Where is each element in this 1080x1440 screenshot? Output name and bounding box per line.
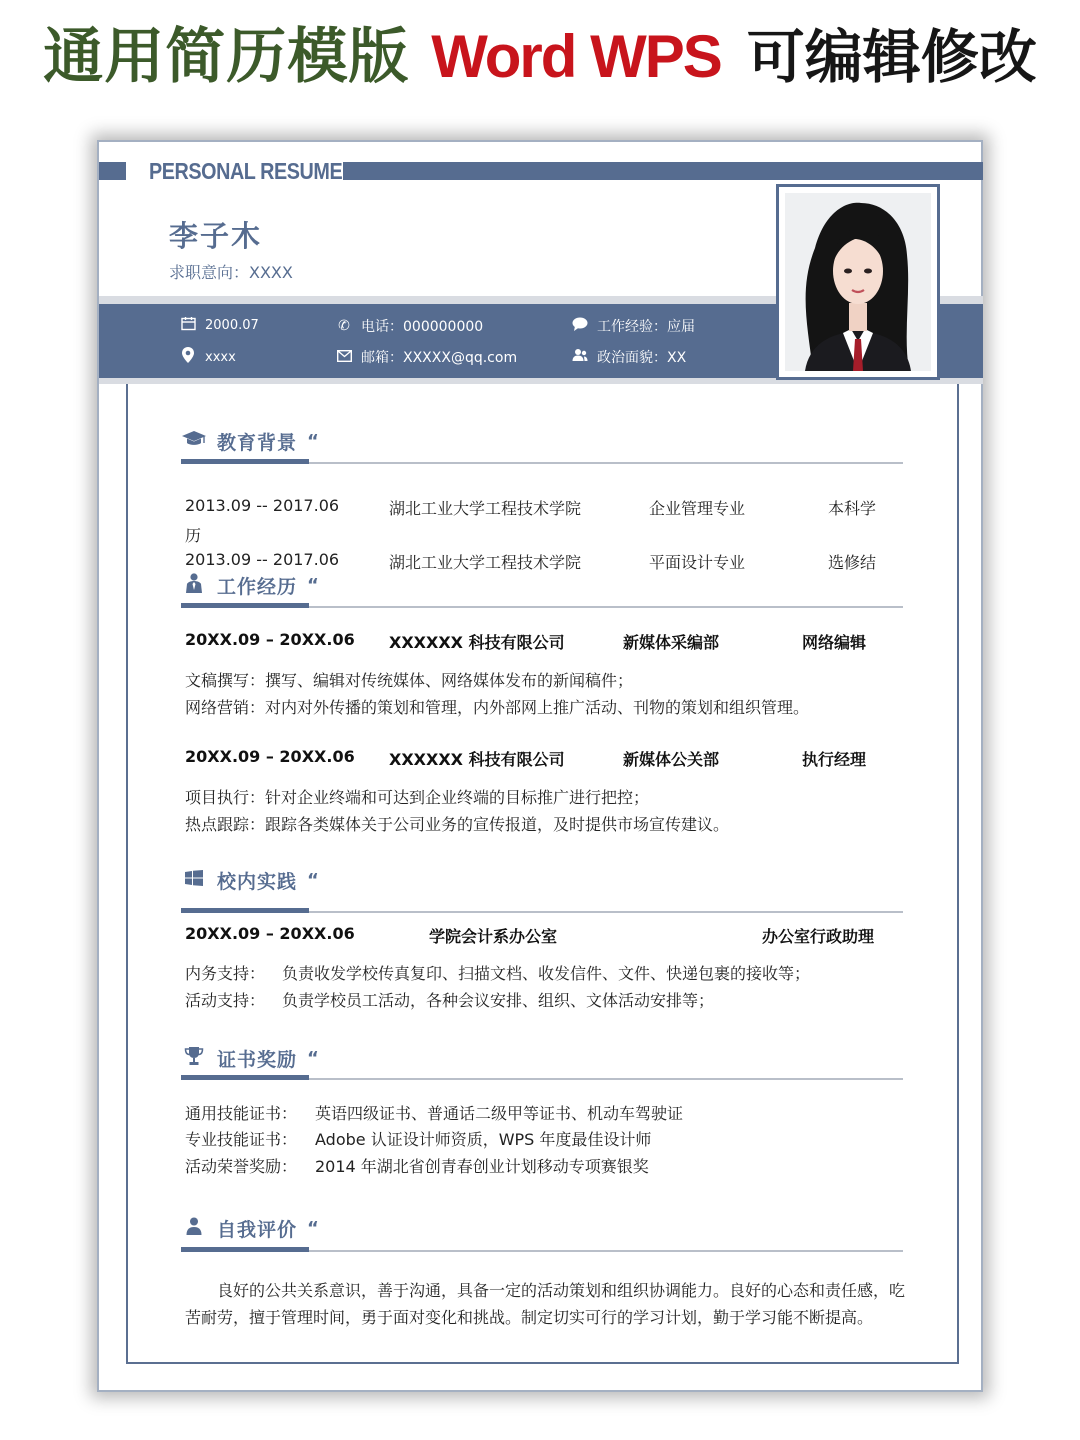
self-header <box>181 1215 319 1242</box>
email: 邮箱：XXXXX@qq.com <box>361 350 518 366</box>
candidate-name: 李子木 <box>169 219 263 253</box>
experience-info <box>571 316 695 336</box>
work-title: 工作经历 <box>217 576 298 598</box>
work-header <box>181 572 319 599</box>
campus-item-text: 负责收发学校传真复印、扫描文档、收发信件、文件、快递包裹的接收等； <box>282 964 811 983</box>
person-icon <box>181 1217 207 1240</box>
education-divider <box>181 462 903 464</box>
work-duty: 热点跟踪：跟踪各类媒体关于公司业务的宣传报道，及时提供市场宣传建议。 <box>185 815 730 834</box>
windows-grid-icon <box>181 870 207 891</box>
banner-format: Word WPS <box>431 22 721 90</box>
award-label: 活动荣誉奖励： <box>185 1157 298 1176</box>
awards-quote: “ <box>307 1048 319 1069</box>
calendar-icon <box>179 316 197 335</box>
promo-banner <box>0 14 1080 98</box>
education-title: 教育背景 <box>217 432 298 454</box>
edu-school: 湖北工业大学工程技术学院 <box>389 553 582 572</box>
edu-degree-wrap: 历 <box>185 526 202 545</box>
campus-header <box>181 867 319 894</box>
location-info <box>179 347 236 367</box>
birth-date: 2000.07 <box>205 318 259 333</box>
campus-role: 办公室行政助理 <box>762 927 875 946</box>
email-info <box>335 347 517 367</box>
awards-title: 证书奖励 <box>217 1049 298 1071</box>
edu-degree: 选修结 <box>828 553 877 572</box>
banner-title: 通用简历模版 <box>43 21 410 92</box>
phone: 电话：000000000 <box>361 319 484 335</box>
awards-divider <box>181 1078 903 1080</box>
political-status: 政治面貌：XX <box>597 350 687 366</box>
work-quote: “ <box>307 575 319 596</box>
work-department: 新媒体采编部 <box>623 633 720 652</box>
edu-period: 2013.09 -- 2017.06 <box>185 550 340 569</box>
edu-period: 2013.09 -- 2017.06 <box>185 496 340 515</box>
header-bar-left <box>99 162 126 180</box>
work-duty: 项目执行：针对企业终端和可达到企业终端的目标推广进行把控； <box>185 788 650 807</box>
campus-period: 20XX.09 – 20XX.06 <box>185 924 355 943</box>
campus-item-text: 负责学校员工活动，各种会议安排、组织、文体活动安排等； <box>282 991 715 1010</box>
award-label: 通用技能证书： <box>185 1104 298 1123</box>
banner-editable: 可编辑修改 <box>746 22 1037 91</box>
award-text: 英语四级证书、普通话二级甲等证书、机动车驾驶证 <box>315 1104 684 1123</box>
graduation-cap-icon <box>181 431 207 452</box>
header-bar-right <box>343 162 983 180</box>
location: xxxx <box>205 349 236 365</box>
chat-bubble-icon <box>571 317 589 335</box>
resume-tag: PERSONAL RESUME <box>149 158 343 184</box>
user-group-icon <box>571 348 589 366</box>
phone-icon: ✆ <box>338 318 350 334</box>
campus-item-label: 活动支持： <box>185 991 266 1010</box>
work-duty: 文稿撰写：撰写、编辑对传统媒体、网络媒体发布的新闻稿件； <box>185 671 634 690</box>
edu-major: 企业管理专业 <box>649 499 746 518</box>
work-period: 20XX.09 – 20XX.06 <box>185 747 355 766</box>
photo-frame <box>776 184 940 380</box>
campus-quote: “ <box>307 870 319 891</box>
envelope-icon <box>335 349 353 366</box>
work-experience: 工作经验：应届 <box>597 319 695 335</box>
location-pin-icon <box>179 347 197 367</box>
resume-page <box>97 140 983 1392</box>
work-duty: 网络营销：对内对外传播的策划和管理，内外部网上推广活动、刊物的策划和组织管理。 <box>185 698 810 717</box>
work-department: 新媒体公关部 <box>623 750 720 769</box>
profile-photo <box>785 193 931 371</box>
work-company: XXXXXX 科技有限公司 <box>389 750 565 769</box>
work-role: 网络编辑 <box>802 633 867 652</box>
birth-info <box>179 316 259 335</box>
education-quote: “ <box>307 431 319 452</box>
work-divider <box>181 606 903 608</box>
self-title: 自我评价 <box>217 1219 298 1241</box>
edu-degree: 本科学 <box>828 499 877 518</box>
self-quote: “ <box>307 1218 319 1239</box>
campus-org: 学院会计系办公室 <box>429 927 558 946</box>
self-evaluation: 良好的公共关系意识，善于沟通，具备一定的活动策划和组织协调能力。良好的心态和责任感，吃苦耐劳，擅于管理时间，勇于面对变化和挑战。制定切实可行的学习计划，勤于学习能不断提高。 <box>185 1281 906 1327</box>
campus-title: 校内实践 <box>217 871 298 893</box>
award-text: Adobe 认证设计师资质，WPS 年度最佳设计师 <box>315 1130 652 1149</box>
work-role: 执行经理 <box>802 750 867 769</box>
self-divider <box>181 1250 903 1252</box>
trophy-icon <box>181 1046 207 1071</box>
job-intent: 求职意向：XXXX <box>169 263 293 282</box>
work-period: 20XX.09 – 20XX.06 <box>185 630 355 649</box>
edu-school: 湖北工业大学工程技术学院 <box>389 499 582 518</box>
politics-info <box>571 347 686 367</box>
education-header <box>181 428 319 455</box>
edu-major: 平面设计专业 <box>649 553 746 572</box>
campus-item-label: 内务支持： <box>185 964 266 983</box>
work-company: XXXXXX 科技有限公司 <box>389 633 565 652</box>
award-text: 2014 年湖北省创青春创业计划移动专项赛银奖 <box>315 1157 649 1176</box>
award-label: 专业技能证书： <box>185 1130 298 1149</box>
campus-divider <box>181 911 903 913</box>
awards-header <box>181 1045 319 1072</box>
phone-info <box>335 316 483 336</box>
businessman-icon <box>181 573 207 598</box>
